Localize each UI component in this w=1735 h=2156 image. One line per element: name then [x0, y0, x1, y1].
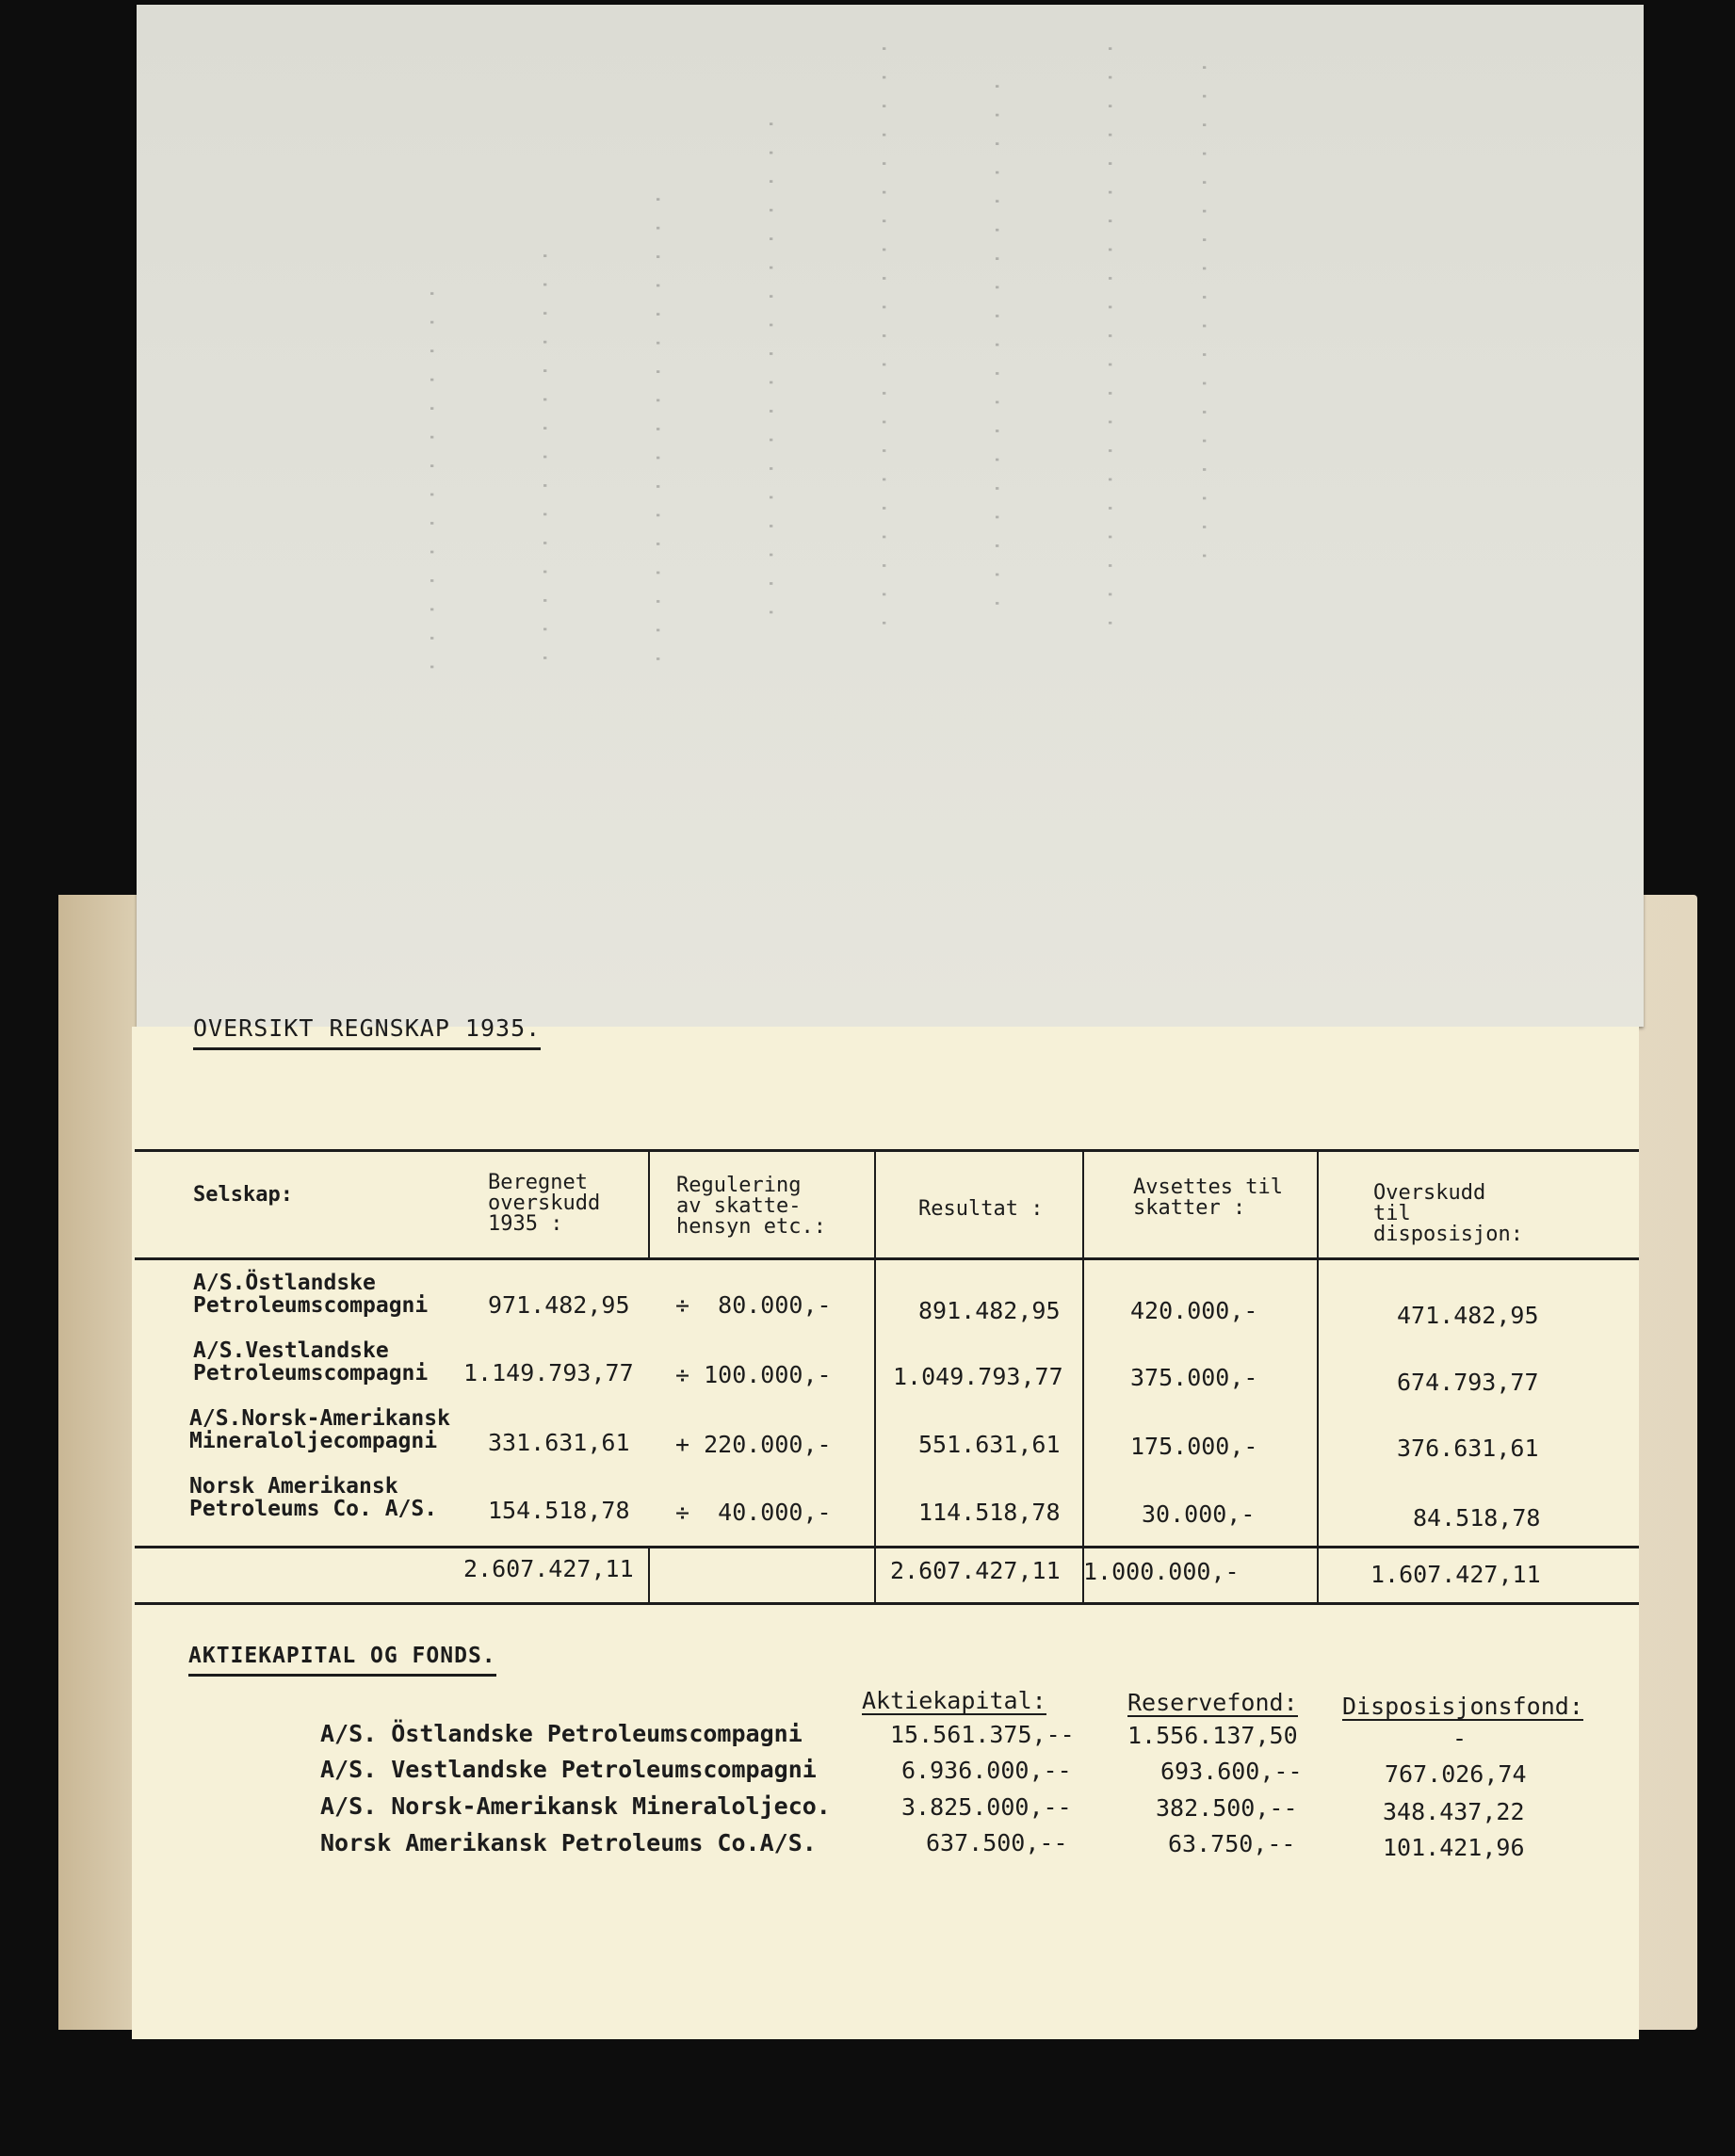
row-surplus: 376.631,61 — [1397, 1435, 1539, 1462]
row-surplus: 674.793,77 — [1397, 1369, 1539, 1396]
row-adjustment: + 220.000,- — [675, 1431, 832, 1458]
row-calc-profit: 1.149.793,77 — [463, 1359, 634, 1386]
bleed-through-text: · · · · · · · · · · · · · · — [419, 287, 443, 675]
capital-row-share-capital: 6.936.000,-- — [901, 1757, 1072, 1784]
capital-title: AKTIEKAPITAL OG FONDS. — [188, 1644, 496, 1677]
total-tax-reserve: 1.000.000,- — [1083, 1558, 1240, 1585]
capital-row-share-capital: 3.825.000,-- — [901, 1793, 1072, 1821]
row-adjustment: ÷ 100.000,- — [675, 1361, 832, 1388]
column-divider — [648, 1546, 650, 1602]
bleed-through-text: · · · · · · · · · · · · · · · · · — [645, 193, 669, 668]
capital-row-disposal-fund: 767.026,74 — [1385, 1760, 1527, 1788]
header-surplus: Overskudd til disposisjon: — [1373, 1181, 1523, 1246]
capital-row-share-capital: 15.561.375,-- — [890, 1721, 1075, 1748]
row-company: A/S.Östlandske Petroleumscompagni — [193, 1271, 429, 1318]
header-divider — [135, 1257, 1639, 1260]
bleed-through-text: · · · · · · · · · · · · · · · · · · · · · — [1097, 42, 1121, 632]
capital-row-disposal-fund: 101.421,96 — [1383, 1834, 1525, 1861]
capital-row-company: A/S. Östlandske Petroleumscompagni — [320, 1720, 803, 1747]
reverse-side-sheet — [137, 5, 1644, 1027]
total-result: 2.607.427,11 — [890, 1557, 1061, 1584]
row-tax-reserve: 375.000,- — [1130, 1364, 1258, 1391]
capital-row-reserve-fund: 382.500,-- — [1156, 1794, 1298, 1822]
column-divider — [874, 1152, 876, 1602]
bleed-through-text: · · · · · · · · · · · · · · · — [532, 250, 556, 667]
capital-row-company: Norsk Amerikansk Petroleums Co.A/S. — [320, 1829, 817, 1856]
row-surplus: 84.518,78 — [1413, 1504, 1541, 1532]
header-company: Selskap: — [193, 1183, 293, 1207]
header-calc-profit: Beregnet overskudd 1935 : — [488, 1171, 601, 1236]
bleed-through-text: · · · · · · · · · · · · · · · · · · · — [984, 80, 1008, 612]
column-divider — [648, 1152, 650, 1257]
overview-title: OVERSIKT REGNSKAP 1935. — [193, 1014, 541, 1050]
row-tax-reserve: 30.000,- — [1142, 1500, 1256, 1528]
row-result: 551.631,61 — [918, 1431, 1061, 1458]
row-calc-profit: 331.631,61 — [488, 1429, 630, 1456]
total-surplus: 1.607.427,11 — [1370, 1561, 1541, 1588]
bleed-through-text: · · · · · · · · · · · · · · · · · · — [758, 118, 782, 621]
header-result: Resultat : — [918, 1197, 1044, 1221]
row-tax-reserve: 420.000,- — [1130, 1297, 1258, 1324]
bleed-through-text: · · · · · · · · · · · · · · · · · · — [1192, 61, 1215, 564]
capital-row-company: A/S. Norsk-Amerikansk Mineraloljeco. — [320, 1792, 831, 1820]
bleed-through-text: · · · · · · · · · · · · · · · · · · · · · — [871, 42, 895, 632]
row-company: A/S.Vestlandske Petroleumscompagni — [193, 1338, 429, 1386]
row-result: 114.518,78 — [918, 1499, 1061, 1526]
header-tax-reserve: Avsettes til skatter : — [1133, 1175, 1283, 1220]
row-adjustment: ÷ 40.000,- — [675, 1499, 832, 1526]
row-calc-profit: 971.482,95 — [488, 1291, 630, 1319]
header-disposal-fund: Disposisjonsfond: — [1342, 1693, 1583, 1720]
row-tax-reserve: 175.000,- — [1130, 1433, 1258, 1460]
capital-row-reserve-fund: 1.556.137,50 — [1127, 1722, 1298, 1749]
capital-row-disposal-fund: 348.437,22 — [1383, 1798, 1525, 1825]
row-company: Norsk Amerikansk Petroleums Co. A/S. — [189, 1474, 438, 1521]
column-divider — [1317, 1152, 1319, 1602]
row-company: A/S.Norsk-Amerikansk Mineraloljecompagni — [189, 1406, 450, 1453]
capital-row-share-capital: 637.500,-- — [926, 1829, 1068, 1856]
capital-row-disposal-fund: - — [1452, 1725, 1467, 1752]
total-calc-profit: 2.607.427,11 — [463, 1555, 634, 1582]
capital-row-company: A/S. Vestlandske Petroleumscompagni — [320, 1756, 817, 1783]
capital-row-reserve-fund: 63.750,-- — [1168, 1830, 1296, 1857]
row-adjustment: ÷ 80.000,- — [675, 1291, 832, 1319]
column-divider — [1082, 1152, 1084, 1602]
folder-edge — [58, 895, 143, 2030]
row-calc-profit: 154.518,78 — [488, 1497, 630, 1524]
row-result: 1.049.793,77 — [893, 1363, 1063, 1390]
row-result: 891.482,95 — [918, 1297, 1061, 1324]
header-share-capital: Aktiekapital: — [862, 1687, 1046, 1714]
header-adjustment: Regulering av skatte- hensyn etc.: — [676, 1174, 826, 1239]
totals-divider — [135, 1546, 1639, 1548]
capital-row-reserve-fund: 693.600,-- — [1160, 1758, 1303, 1785]
header-reserve-fund: Reservefond: — [1127, 1689, 1298, 1716]
row-surplus: 471.482,95 — [1397, 1302, 1539, 1329]
